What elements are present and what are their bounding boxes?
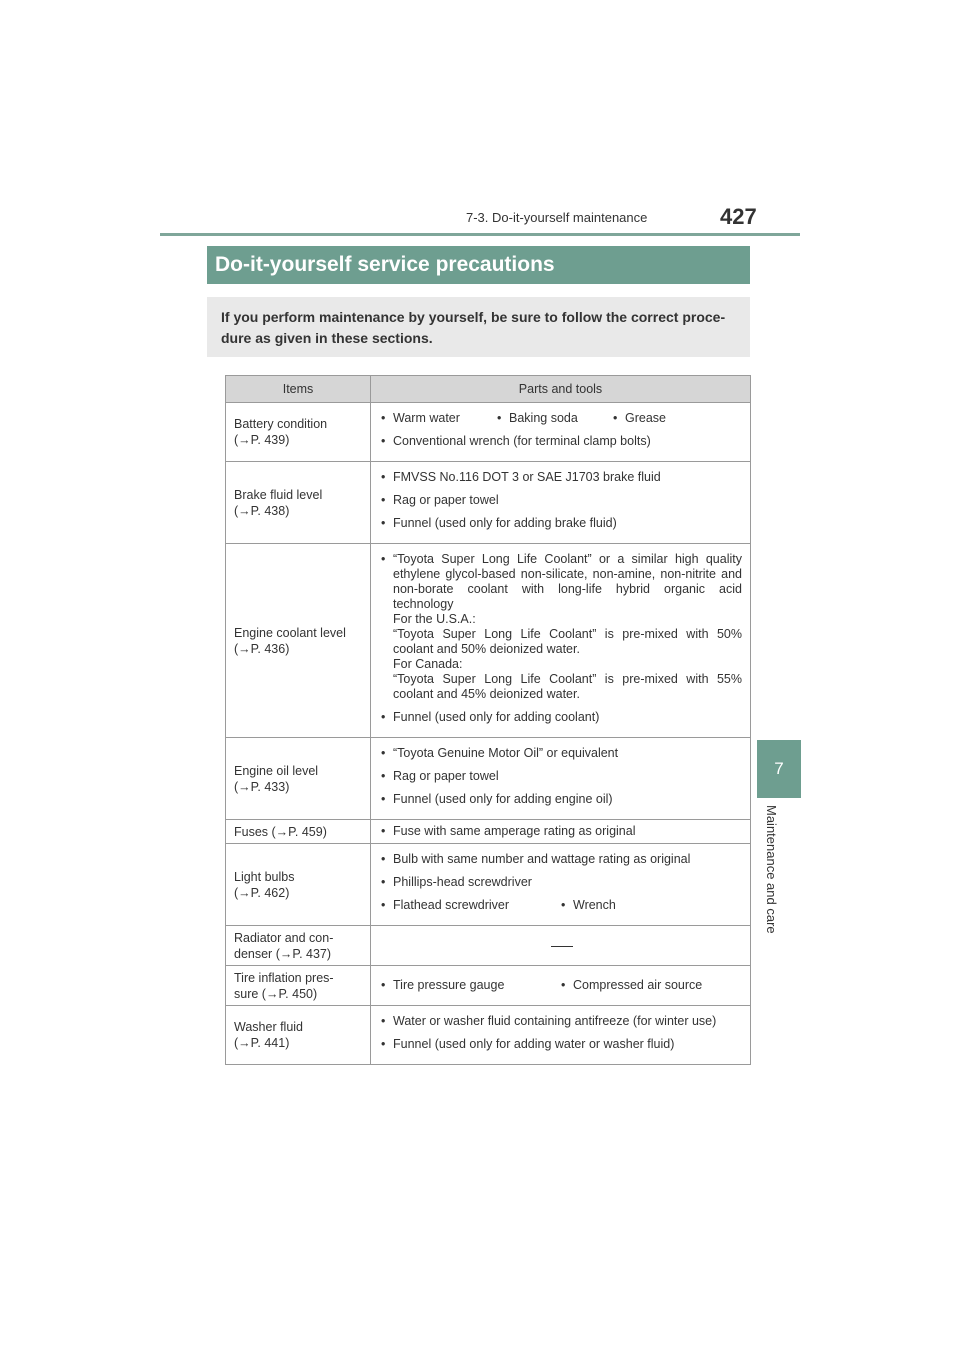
list-item: • FMVSS No.116 DOT 3 or SAE J1703 brake fluid xyxy=(381,470,661,484)
row-tools xyxy=(371,820,751,844)
row-tools-empty xyxy=(371,926,751,966)
row-item-washer: Washer fluid (→P. 441) xyxy=(226,1006,371,1065)
chapter-tab[interactable]: 7 xyxy=(757,740,801,798)
list-item: • Grease xyxy=(613,411,666,425)
table-row xyxy=(226,462,751,544)
row-tools xyxy=(371,738,751,820)
table-row xyxy=(226,820,751,844)
page-number: 427 xyxy=(720,204,757,229)
list-item: • Wrench xyxy=(561,898,616,912)
table-header-row xyxy=(226,376,751,403)
list-item: • “Toyota Genuine Motor Oil” or equivalent xyxy=(381,746,619,760)
row-tools xyxy=(371,462,751,544)
row-tools xyxy=(371,544,751,738)
section-heading: Do-it-yourself service precautions xyxy=(207,246,750,284)
row-tools xyxy=(371,966,751,1006)
row-item-bulbs: Light bulbs (→P. 462) xyxy=(226,844,371,926)
row-item-oil: Engine oil level (→P. 433) xyxy=(226,738,371,820)
list-item: • Compressed air source xyxy=(561,978,703,992)
list-item: • Rag or paper towel xyxy=(381,769,499,783)
table-row xyxy=(226,926,751,966)
list-item: • Funnel (used only for adding engine oil) xyxy=(381,792,613,806)
section-title: 7-3. Do-it-yourself maintenance xyxy=(466,210,648,225)
row-item-coolant: Engine coolant level (→P. 436) xyxy=(226,544,371,738)
row-tools xyxy=(371,403,751,462)
list-item: • Rag or paper towel xyxy=(381,493,499,507)
list-item: • Water or washer fluid containing antifreeze (for winter use) xyxy=(381,1014,717,1028)
header-divider xyxy=(160,233,800,236)
list-item: • Funnel (used only for adding brake fluid) xyxy=(381,516,617,530)
row-item-tire: Tire inflation pres- sure (→P. 450) xyxy=(226,966,371,1006)
list-item: • Funnel (used only for adding water or washer fluid) xyxy=(381,1037,675,1051)
header-parts: Parts and tools xyxy=(371,376,751,403)
table-row xyxy=(226,544,751,738)
row-item-radiator: Radiator and con- denser (→P. 437) xyxy=(226,926,371,966)
parts-table xyxy=(225,375,751,1065)
row-tools xyxy=(371,844,751,926)
table-row xyxy=(226,844,751,926)
row-item-battery: Battery condition (→P. 439) xyxy=(226,403,371,462)
list-item: • Phillips-head screwdriver xyxy=(381,875,532,889)
tools-inline-group xyxy=(381,411,742,426)
list-item: • Fuse with same amperage rating as original xyxy=(381,824,636,838)
list-item: • Baking soda xyxy=(497,411,578,425)
list-item: • Funnel (used only for adding coolant) xyxy=(381,710,600,724)
row-tools xyxy=(371,1006,751,1065)
table-row xyxy=(226,738,751,820)
tools-inline-group xyxy=(381,898,742,913)
list-item: • “Toyota Super Long Life Coolant” or a similar high quality ethylene glycol-based non-silicate, non-amine, non-nitrite and non-borate coolant with long-life hybrid organic acid technology For the U.S.A.: “Toyota Super Long Life Coolant” is pre-mixed with 50% coolant and 50% deionized water. For Canada: “Toyota Super Long Life Coolant” is pre-mixed with 55% coolant and 45% deionized water. xyxy=(381,552,742,701)
table-row xyxy=(226,1006,751,1065)
row-item-brake: Brake fluid level (→P. 438) xyxy=(226,462,371,544)
chapter-label: Maintenance and care xyxy=(764,805,779,934)
em-dash xyxy=(551,946,573,947)
list-item: • Conventional wrench (for terminal clamp bolts) xyxy=(381,434,651,448)
list-item: • Warm water xyxy=(381,411,460,425)
table-row xyxy=(226,403,751,462)
list-item: • Flathead screwdriver xyxy=(381,898,510,912)
table-row xyxy=(226,966,751,1006)
list-item: • Bulb with same number and wattage rating as original xyxy=(381,852,691,866)
tools-inline-group xyxy=(381,978,742,993)
list-item: • Tire pressure gauge xyxy=(381,978,505,992)
intro-text: If you perform maintenance by yourself, be sure to follow the correct proce- dure as given in these sections. xyxy=(207,297,750,357)
row-item-fuses: Fuses (→P. 459) xyxy=(226,820,371,844)
header-items: Items xyxy=(226,376,371,403)
